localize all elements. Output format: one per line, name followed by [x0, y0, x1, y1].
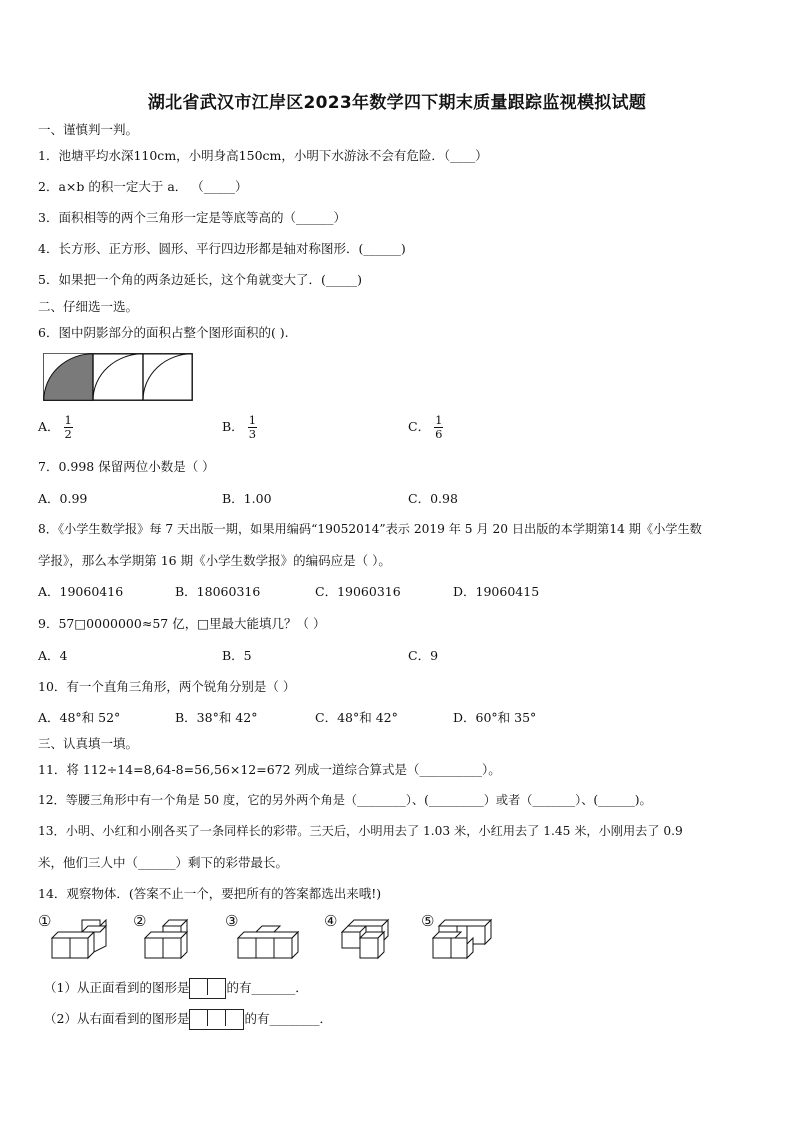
cube-figure-4 — [340, 918, 396, 962]
front-view-grid — [189, 978, 226, 999]
fraction — [248, 414, 257, 441]
figure-label-1: ① — [38, 912, 52, 930]
question-6: 6．图中阴影部分的面积占整个图形面积的( ). — [38, 325, 289, 340]
right-view-grid — [189, 1009, 244, 1030]
fraction-numerator: 1 — [64, 413, 72, 427]
grid-cell — [208, 1010, 226, 1026]
q6-option-a — [38, 414, 73, 441]
option-label: B． — [222, 419, 244, 434]
section-heading-1: 一、谨慎判一判。 — [38, 122, 139, 137]
question-8-line-1: 8．《小学生数学报》每 7 天出版一期，如果用编码“19052014”表示 2019 年 5 月 20 日出版的本学期第14 期《小学生数 — [38, 522, 702, 536]
figure-label-3: ③ — [225, 912, 239, 930]
question-2: 2．a×b 的积一定大于 a． （_____） — [38, 179, 248, 194]
q9-option-b: B．5 — [222, 648, 252, 663]
question-4: 4．长方形、正方形、圆形、平行四边形都是轴对称图形．(______) — [38, 241, 406, 256]
question-11: 11．将 112÷14=8,64-8=56,56×12=672 列成一道综合算式是（__________）。 — [38, 762, 501, 777]
q10-option-a: A．48°和 52° — [38, 710, 121, 725]
fraction-numerator: 1 — [435, 413, 443, 427]
question-13-line-1: 13．小明、小红和小刚各买了一条同样长的彩带。三天后，小明用去了 1.03 米，小红用去了 1.45 米，小刚用去了 0.9 — [38, 824, 683, 838]
q9-option-c: C．9 — [408, 648, 439, 663]
question-13-line-2: 米，他们三人中（______）剩下的彩带最长。 — [38, 855, 289, 870]
figure-label-4: ④ — [324, 912, 338, 930]
question-8-line-2: 学报》，那么本学期第 16 期《小学生数学报》的编码应是（ ）。 — [38, 553, 391, 568]
fraction-numerator: 1 — [248, 413, 257, 427]
q8-option-b: B．18060316 — [175, 584, 261, 599]
q10-option-c: C．48°和 42° — [315, 710, 398, 725]
section-heading-3: 三、认真填一填。 — [38, 736, 139, 751]
question-9: 9．57□0000000≈57 亿，□里最大能填几？（ ） — [38, 616, 326, 631]
fraction-denominator: 2 — [64, 427, 72, 441]
grid-cell — [190, 979, 208, 995]
q8-option-a: A．19060416 — [38, 584, 124, 599]
option-label: A． — [38, 419, 60, 434]
fraction — [434, 414, 443, 441]
option-label: C． — [408, 419, 431, 434]
figure-label-2: ② — [133, 912, 147, 930]
q7-option-a: A．0.99 — [38, 491, 88, 506]
fraction-denominator: 3 — [248, 427, 257, 441]
q14-sub-1-answer: 的有_______． — [226, 980, 308, 995]
q14-sub-2 — [44, 1009, 332, 1030]
q8-option-d: D．19060415 — [453, 584, 540, 599]
question-5: 5．如果把一个角的两条边延长，这个角就变大了．(_____) — [38, 272, 362, 287]
cube-figure-3 — [236, 918, 302, 962]
question-1: 1．池塘平均水深110cm，小明身高150cm，小明下水游泳不会有危险．（____） — [38, 148, 488, 163]
q7-option-c: C．0.98 — [408, 491, 458, 506]
q6-option-c — [408, 414, 443, 441]
fraction-denominator: 6 — [435, 427, 443, 441]
q6-option-b — [222, 414, 257, 441]
q10-option-d: D．60°和 35° — [453, 710, 537, 725]
page-title: 湖北省武汉市江岸区2023年数学四下期末质量跟踪监视模拟试题 — [147, 93, 647, 113]
figure-label-5: ⑤ — [421, 912, 435, 930]
quarter-circle-figure — [43, 353, 193, 401]
grid-cell — [226, 1010, 243, 1026]
q8-option-c: C．19060316 — [315, 584, 401, 599]
q9-option-a: A．4 — [38, 648, 68, 663]
q14-sub-2-prompt: （2）从右面看到的图形是 — [44, 1011, 190, 1026]
q10-option-b: B．38°和 42° — [175, 710, 258, 725]
question-7: 7．0.998 保留两位小数是（ ） — [38, 459, 215, 474]
grid-cell — [190, 1010, 208, 1026]
cube-figure-2 — [143, 918, 203, 962]
q7-option-b: B．1.00 — [222, 491, 272, 506]
q14-sub-1 — [44, 978, 308, 999]
grid-cell — [208, 979, 225, 995]
q14-sub-1-prompt: （1）从正面看到的图形是 — [44, 980, 190, 995]
fraction — [64, 414, 73, 441]
question-3: 3．面积相等的两个三角形一定是等底等高的（______） — [38, 210, 346, 225]
question-12: 12．等腰三角形中有一个角是 50 度，它的另外两个角是（________）、(_________）或者（_______）、(______)。 — [38, 793, 652, 807]
cube-figure-1 — [50, 918, 110, 962]
question-10: 10．有一个直角三角形，两个锐角分别是（ ） — [38, 679, 296, 694]
cube-figure-5 — [431, 918, 493, 962]
section-heading-2: 二、仔细选一选。 — [38, 299, 139, 314]
q14-sub-2-answer: 的有________． — [244, 1011, 332, 1026]
question-14: 14．观察物体．(答案不止一个，要把所有的答案都选出来哦!) — [38, 886, 382, 901]
